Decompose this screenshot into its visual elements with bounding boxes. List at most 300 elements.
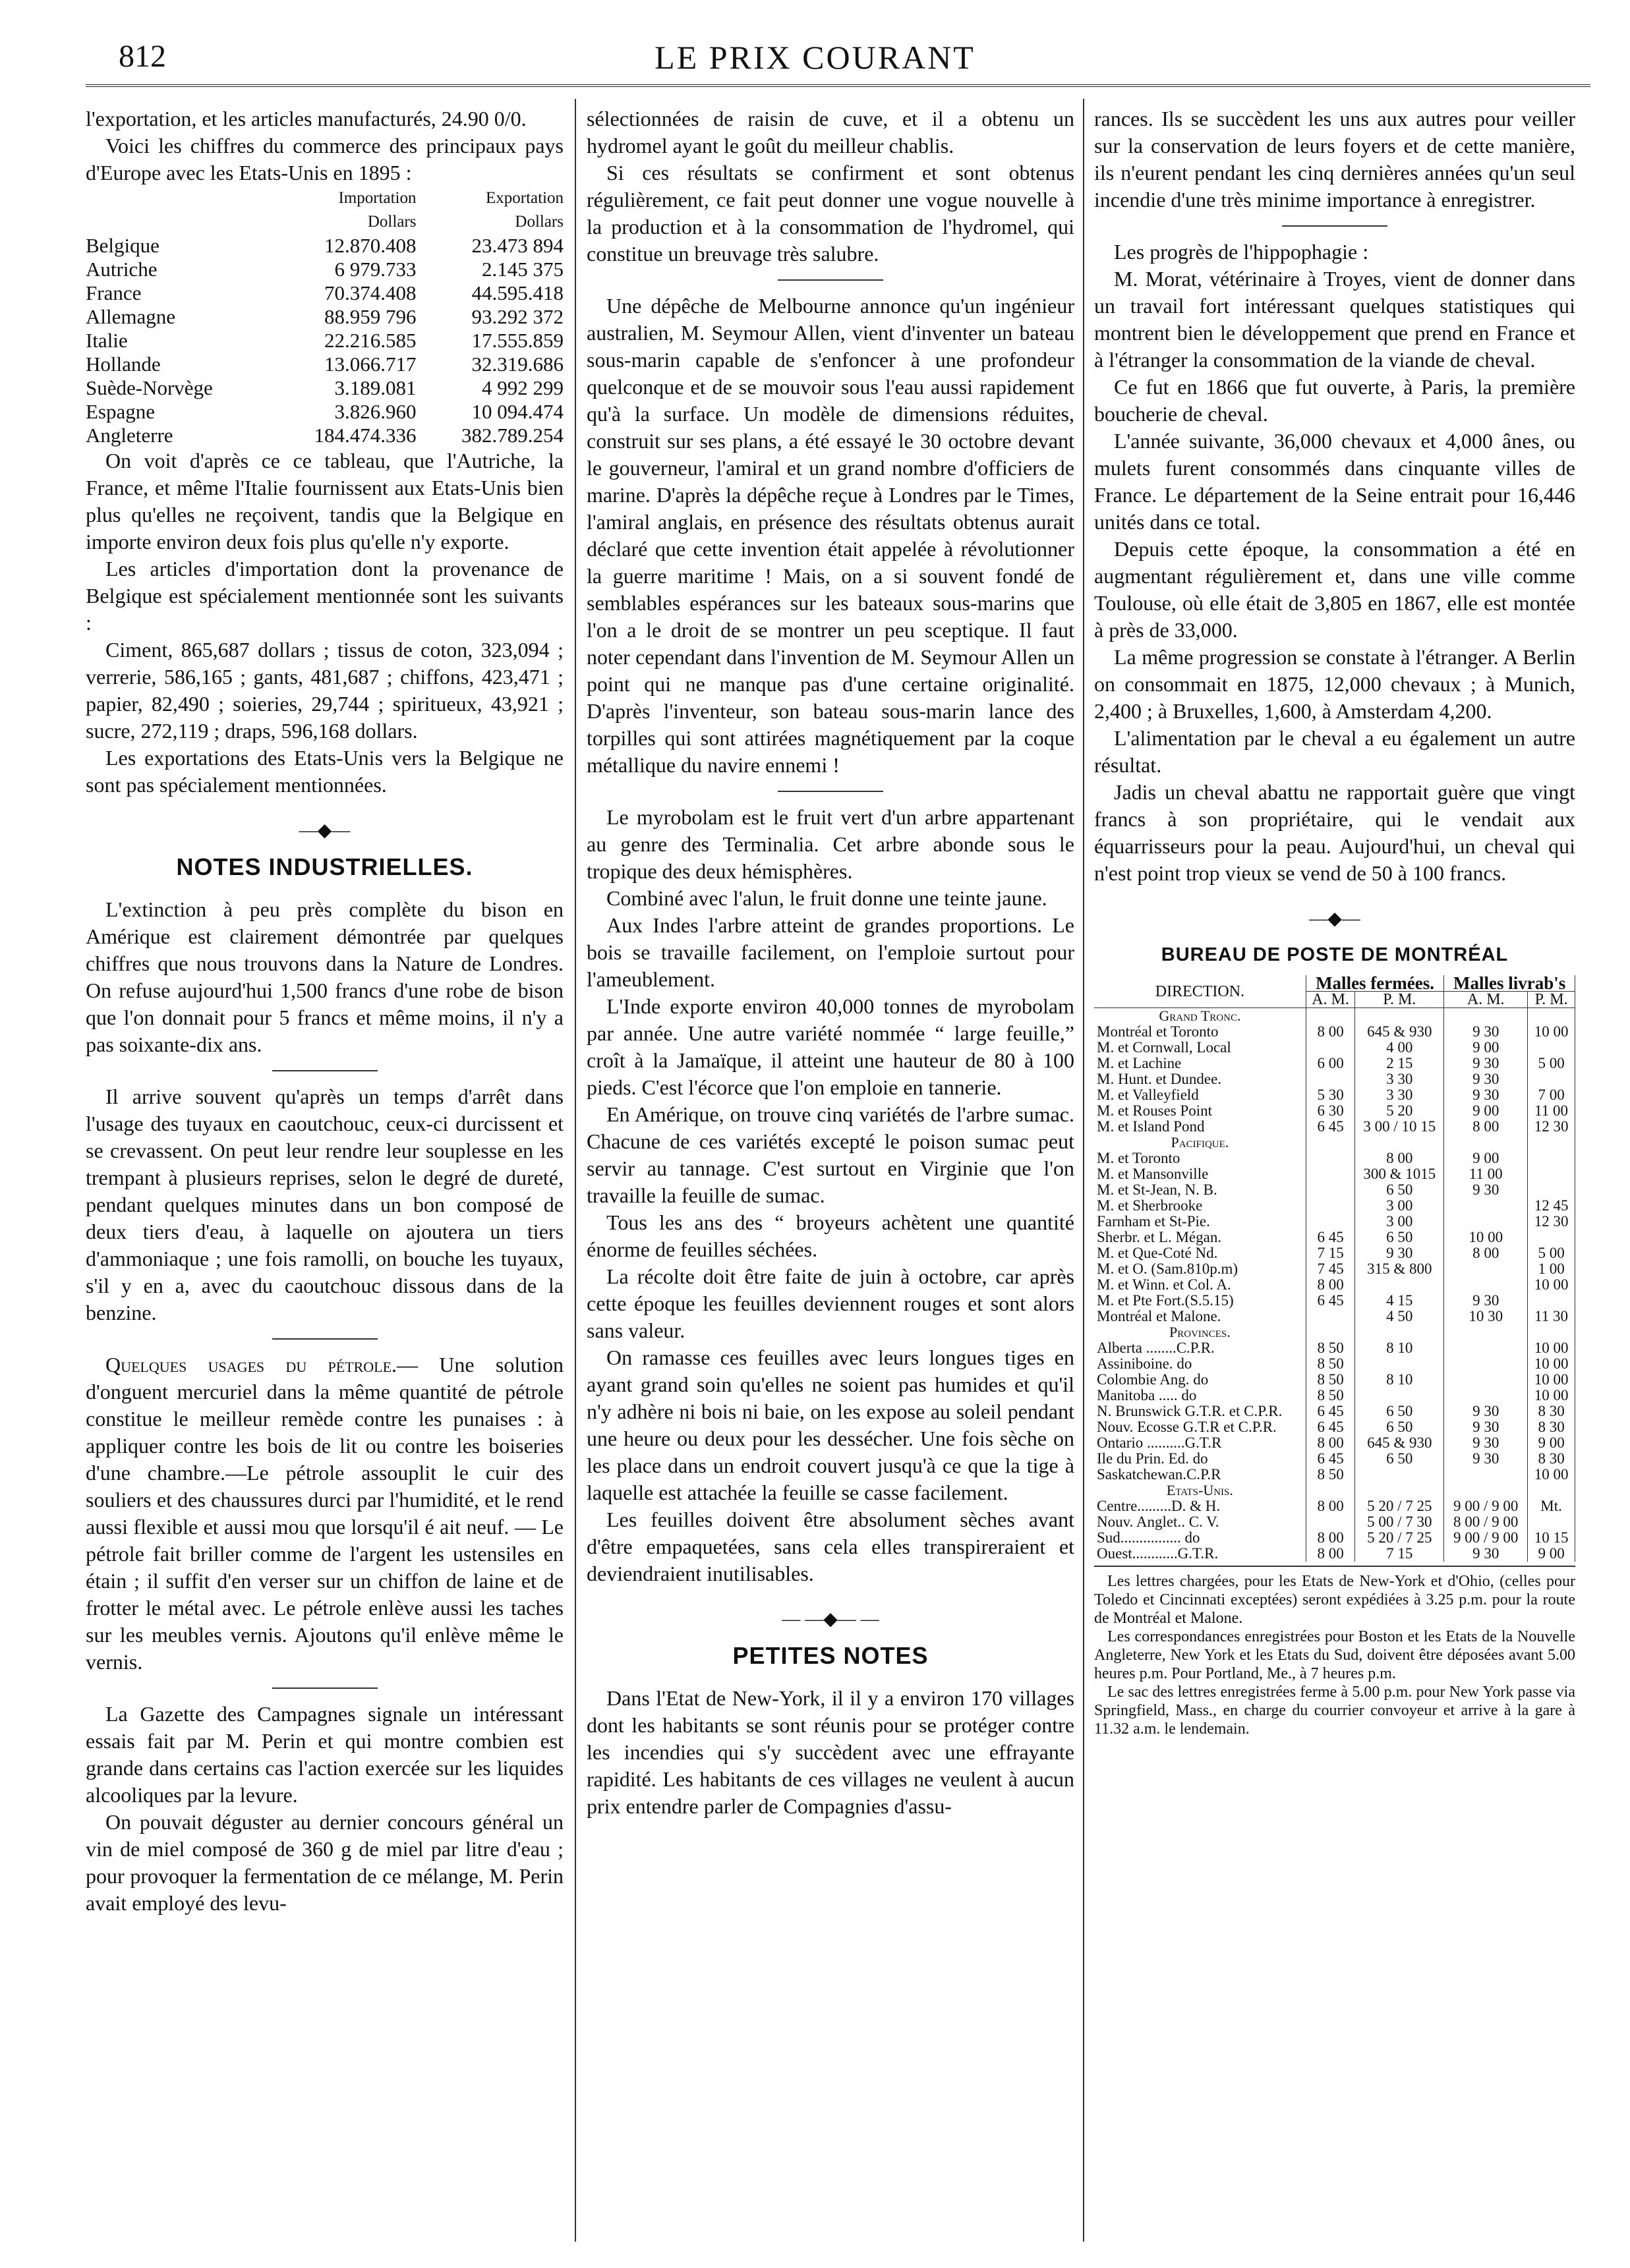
table-row — [1094, 1087, 1575, 1103]
paragraph: La récolte doit être faite de juin à octobre, car après cette époque les feuilles deviennent rouges et sont alors sans valeur. — [587, 1264, 1074, 1342]
trade-table — [86, 186, 564, 447]
closed-pm-cell: 4 00 — [1355, 1040, 1444, 1056]
closed-pm-cell: 315 & 800 — [1355, 1261, 1444, 1277]
paragraph: On pouvait déguster au dernier concours général un vin de miel composé de 360 g de miel par litre d'eau ; pour provoquer la fermentation de ce mélange, M. Perin avait employé des levu- — [86, 1810, 564, 1915]
table-row — [86, 353, 564, 376]
section-title: NOTES INDUSTRIELLES. — [176, 853, 473, 880]
empty-cell — [1306, 1324, 1355, 1340]
ornament-divider: — —◆— — — [782, 1609, 879, 1630]
delivered-pm-cell: 5 00 — [1528, 1245, 1575, 1261]
route-cell: M. et Cornwall, Local — [1094, 1040, 1306, 1056]
closed-pm-cell: 7 15 — [1355, 1546, 1444, 1562]
column-1 — [86, 105, 564, 1917]
closed-am-cell: 8 00 — [1306, 1435, 1355, 1451]
delivered-am-cell — [1444, 1214, 1528, 1230]
route-cell: M. et Sherbrooke — [1094, 1198, 1306, 1214]
page-header — [0, 0, 1630, 92]
column-divider — [575, 99, 576, 2242]
closed-pm-cell: 300 & 1015 — [1355, 1166, 1444, 1182]
delivered-am-cell: 9 30 — [1444, 1293, 1528, 1309]
delivered-pm-cell: 8 30 — [1528, 1403, 1575, 1419]
table-row — [1094, 1403, 1575, 1419]
import-cell: 88.959 796 — [324, 305, 417, 328]
delivered-am-cell: 9 30 — [1444, 1087, 1528, 1103]
paragraph: L'Inde exporte environ 40,000 tonnes de myrobolam par année. Une autre variété nommée “ large feuille,” croît à la Jamaïque, il atteint une hauteur de 80 à 100 pieds. C'est l'écorce que l'on emploie en tannerie. — [587, 994, 1074, 1099]
delivered-pm-cell: 8 30 — [1528, 1419, 1575, 1435]
closed-am-cell: 8 50 — [1306, 1372, 1355, 1388]
closed-am-cell: 6 45 — [1306, 1451, 1355, 1467]
paragraph: l'exportation, et les articles manufacturés, 24.90 0/0. — [86, 107, 527, 130]
table-row — [1094, 1230, 1575, 1245]
delivered-am-cell — [1444, 1467, 1528, 1483]
paragraph: On voit d'après ce ce tableau, que l'Autriche, la France, et même l'Italie fournissent aux Etats-Unis bien plus qu'elles ne reçoivent, tandis que la Belgique en importe environ deux fois plus qu'elle n'y exporte. — [86, 449, 564, 553]
delivered-am-cell: 9 30 — [1444, 1403, 1528, 1419]
route-cell: M. et Pte Fort.(S.5.15) — [1094, 1293, 1306, 1309]
delivered-am-cell: 9 30 — [1444, 1451, 1528, 1467]
table-row — [1094, 1119, 1575, 1135]
delivered-mail-header: Malles livrab's — [1444, 975, 1575, 992]
pm-header: P. M. — [1528, 992, 1575, 1008]
delivered-am-cell: 9 00 / 9 00 — [1444, 1498, 1528, 1514]
route-cell: Montréal et Malone. — [1094, 1309, 1306, 1324]
country-cell: Italie — [86, 329, 128, 352]
closed-am-cell: 7 15 — [1306, 1245, 1355, 1261]
table-row — [86, 329, 564, 353]
route-cell: Ile du Prin. Ed. do — [1094, 1451, 1306, 1467]
closed-am-cell: 8 50 — [1306, 1388, 1355, 1403]
delivered-am-cell: 9 00 — [1444, 1040, 1528, 1056]
paragraph: La Gazette des Campagnes signale un intéressant essais fait par M. Perin et qui montre combien est grande dans certains cas l'action exercée sur les liquides alcooliques par la levure. — [86, 1702, 564, 1807]
route-cell: N. Brunswick G.T.R. et C.P.R. — [1094, 1403, 1306, 1419]
closed-am-cell: 7 45 — [1306, 1261, 1355, 1277]
separator — [272, 1070, 378, 1071]
paragraph: Les feuilles doivent être absolument sèches avant d'être empaquetées, sans cela elles transpireraient et deviendraient inutilisables. — [587, 1508, 1074, 1585]
table-row — [1094, 1309, 1575, 1324]
import-cell: 3.826.960 — [334, 400, 417, 423]
route-cell: Sherbr. et L. Mégan. — [1094, 1230, 1306, 1245]
route-cell: Colombie Ang. do — [1094, 1372, 1306, 1388]
paragraph: L'année suivante, 36,000 chevaux et 4,000 ânes, ou mulets furent consommés dans cinquante villes de France. Le département de la Seine entrait pour 16,446 unités dans ce total. — [1094, 429, 1575, 534]
export-cell: 44.595.418 — [471, 281, 564, 304]
delivered-am-cell: 9 00 — [1444, 1150, 1528, 1166]
delivered-pm-cell: 10 00 — [1528, 1024, 1575, 1040]
delivered-pm-cell: 1 00 — [1528, 1261, 1575, 1277]
delivered-pm-cell: 10 00 — [1528, 1467, 1575, 1483]
paragraph: L'extinction à peu près complète du bison en Amérique est clairement démontrée par quelques chiffres que nous trouvons dans la Nature de Londres. On refuse aujourd'hui 1,500 francs d'une robe de bison que l'on donnait pour 5 francs et même moins, il n'y a pas soixante-dix ans. — [86, 897, 564, 1056]
closed-am-cell: 6 45 — [1306, 1230, 1355, 1245]
post-office-title: BUREAU DE POSTE DE MONTRÉAL — [1161, 944, 1509, 965]
delivered-pm-cell: 10 00 — [1528, 1277, 1575, 1293]
column-3 — [1094, 105, 1575, 1738]
route-cell: M. et O. (Sam.810p.m) — [1094, 1261, 1306, 1277]
table-row — [86, 234, 564, 258]
closed-pm-cell: 6 50 — [1355, 1182, 1444, 1198]
country-cell: Suède-Norvège — [86, 376, 213, 399]
closed-am-cell: 8 00 — [1306, 1530, 1355, 1546]
closed-pm-cell: 5 20 / 7 25 — [1355, 1498, 1444, 1514]
closed-pm-cell: 8 10 — [1355, 1340, 1444, 1356]
empty-cell — [1355, 1483, 1444, 1498]
paragraph: Les articles d'importation dont la provenance de Belgique est spécialement mentionnée sont les suivants : — [86, 557, 564, 635]
table-row — [86, 258, 564, 281]
route-cell: M. et Lachine — [1094, 1056, 1306, 1071]
closed-pm-cell — [1355, 1356, 1444, 1372]
separator — [778, 791, 883, 792]
run-in-heading: Quelques usages du pétrole. — [105, 1353, 397, 1376]
table-unit: Dollars — [367, 213, 417, 231]
closed-am-cell: 8 00 — [1306, 1024, 1355, 1040]
table-row — [1094, 1214, 1575, 1230]
table-group-row — [1094, 1135, 1575, 1150]
country-cell: Belgique — [86, 234, 160, 257]
delivered-pm-cell: 10 00 — [1528, 1356, 1575, 1372]
paragraph: Voici les chiffres du commerce des principaux pays d'Europe avec les Etats-Unis en 1895 : — [86, 134, 564, 184]
closed-pm-cell: 5 20 — [1355, 1103, 1444, 1119]
table-row — [1094, 1356, 1575, 1372]
paragraph: Combiné avec l'alun, le fruit donne une teinte jaune. — [606, 886, 1047, 910]
delivered-pm-cell: 11 30 — [1528, 1309, 1575, 1324]
table-row — [86, 376, 564, 400]
table-row — [86, 281, 564, 305]
closed-am-cell: 8 50 — [1306, 1356, 1355, 1372]
empty-cell — [1444, 1135, 1528, 1150]
delivered-pm-cell: 12 30 — [1528, 1214, 1575, 1230]
delivered-pm-cell: 10 00 — [1528, 1388, 1575, 1403]
paragraph: Tous les ans des “ broyeurs achètent une quantité énorme de feuilles séchées. — [587, 1210, 1074, 1261]
paragraph: L'alimentation par le cheval a eu également un autre résultat. — [1094, 726, 1575, 777]
closed-am-cell: 8 50 — [1306, 1467, 1355, 1483]
direction-header: DIRECTION. — [1094, 975, 1306, 1008]
table-row — [86, 424, 564, 447]
closed-pm-cell: 9 30 — [1355, 1245, 1444, 1261]
route-cell: Ontario ..........G.T.R — [1094, 1435, 1306, 1451]
table-header: Importation — [338, 189, 417, 207]
empty-cell — [1444, 1483, 1528, 1498]
paragraph: Les progrès de l'hippophagie : — [1114, 240, 1369, 264]
paragraph — [86, 1351, 564, 1676]
closed-am-cell: 5 30 — [1306, 1087, 1355, 1103]
delivered-pm-cell: 5 00 — [1528, 1056, 1575, 1071]
closed-pm-cell: 6 50 — [1355, 1419, 1444, 1435]
closed-pm-cell: 645 & 930 — [1355, 1024, 1444, 1040]
delivered-pm-cell: 9 00 — [1528, 1435, 1575, 1451]
country-cell: France — [86, 281, 142, 304]
section-title: PETITES NOTES — [732, 1642, 929, 1669]
ornament-divider: —◆— — [1309, 909, 1360, 929]
delivered-am-cell: 8 00 — [1444, 1245, 1528, 1261]
paragraph: Jadis un cheval abattu ne rapportait guère que vingt francs à son propriétaire, qui le vendait aux équarrisseurs pour la peau. Aujourd'hui, un cheval qui n'est point trop vieux se vend de 50 à 100 francs. — [1094, 780, 1575, 885]
import-cell: 3.189.081 — [334, 376, 417, 399]
export-cell: 17.555.859 — [471, 329, 564, 352]
paragraph: Ciment, 865,687 dollars ; tissus de coton, 323,094 ; verrerie, 586,165 ; gants, 481,687 ; chiffons, 423,471 ; papier, 82,490 ; soieries, 29,744 ; spiritueux, 43,921 ; sucre, 272,119 ; draps, 596,168 dollars. — [86, 638, 564, 743]
delivered-pm-cell — [1528, 1040, 1575, 1056]
empty-cell — [1528, 1135, 1575, 1150]
table-group-row — [1094, 1324, 1575, 1340]
delivered-am-cell — [1444, 1340, 1528, 1356]
route-cell: M. et Que-Coté Nd. — [1094, 1245, 1306, 1261]
closed-pm-cell: 5 00 / 7 30 — [1355, 1514, 1444, 1530]
closed-pm-cell: 3 30 — [1355, 1071, 1444, 1087]
closed-pm-cell: 6 50 — [1355, 1451, 1444, 1467]
table-row — [1094, 1419, 1575, 1435]
paragraph: Le myrobolam est le fruit vert d'un arbre appartenant au genre des Terminalia. Cet arbre abonde sous le tropique des deux hémisphères. — [587, 805, 1074, 883]
table-row — [1094, 1150, 1575, 1166]
closed-am-cell — [1306, 1182, 1355, 1198]
table-group-row — [1094, 1008, 1575, 1025]
export-cell: 10 094.474 — [471, 400, 564, 423]
closed-pm-cell: 8 10 — [1355, 1372, 1444, 1388]
group-label: Grand Tronc. — [1094, 1008, 1306, 1025]
closed-am-cell: 6 45 — [1306, 1293, 1355, 1309]
delivered-pm-cell — [1528, 1071, 1575, 1087]
paragraph: Aux Indes l'arbre atteint de grandes proportions. Le bois se travaille facilement, on l'emploie surtout pour l'ameublement. — [587, 913, 1074, 991]
empty-cell — [1355, 1008, 1444, 1025]
am-header: A. M. — [1306, 992, 1355, 1008]
country-cell: Hollande — [86, 353, 161, 376]
route-cell: M. et Valleyfield — [1094, 1087, 1306, 1103]
route-cell: Montréal et Toronto — [1094, 1024, 1306, 1040]
closed-am-cell: 6 00 — [1306, 1056, 1355, 1071]
route-cell: M. et Winn. et Col. A. — [1094, 1277, 1306, 1293]
route-cell: Sud................ do — [1094, 1530, 1306, 1546]
import-cell: 184.474.336 — [314, 424, 417, 447]
table-row — [1094, 1040, 1575, 1056]
country-cell: Espagne — [86, 400, 156, 423]
delivered-am-cell — [1444, 1372, 1528, 1388]
table-row — [1094, 1388, 1575, 1403]
table-group-row — [1094, 1483, 1575, 1498]
route-cell: Nouv. Anglet.. C. V. — [1094, 1514, 1306, 1530]
import-cell: 70.374.408 — [324, 281, 417, 304]
closed-pm-cell: 2 15 — [1355, 1056, 1444, 1071]
paragraph: Depuis cette époque, la consommation a été en augmentant régulièrement et, dans une ville comme Toulouse, où elle était de 3,805 en 1867, elle est montée à près de 33,000. — [1094, 537, 1575, 642]
paragraph: Dans l'Etat de New-York, il il y a environ 170 villages dont les habitants se sont réunis pour se protéger contre les incendies qui s'y succèdent avec une effrayante rapidité. Les habitants de ces villages ne veulent à aucun prix entendre parler de Compagnies d'assu- — [587, 1686, 1074, 1818]
delivered-pm-cell: 10 15 — [1528, 1530, 1575, 1546]
empty-cell — [1444, 1324, 1528, 1340]
closed-am-cell: 6 45 — [1306, 1119, 1355, 1135]
paragraph: rances. Ils se succèdent les uns aux autres pour veiller sur la conservation de leurs foyers et de cette manière, ils n'eurent pendant les cinq dernières années qu'un seul incendie d'une très minime importance à enregistrer. — [1094, 107, 1575, 212]
paragraph: Il arrive souvent qu'après un temps d'arrêt dans l'usage des tuyaux en caoutchouc, ceux-ci durcissent et se crevassent. On peut leur rendre leur souplesse en les trempant à plusieurs reprises, selon le degré de dureté, pendant quelques minutes dans un bon composé de deux tiers d'eau, à laquelle on ajoutera un tiers d'ammoniaque ; une fois ramolli, on bouche les tuyaux, s'il y en a, avec du caoutchouc dissous dans de la benzine. — [86, 1085, 564, 1324]
closed-am-cell: 8 50 — [1306, 1340, 1355, 1356]
table-row — [1094, 1103, 1575, 1119]
table-row — [1094, 1514, 1575, 1530]
closed-pm-cell: 645 & 930 — [1355, 1435, 1444, 1451]
export-cell: 382.789.254 — [461, 424, 564, 447]
note: Les correspondances enregistrées pour Boston et les Etats de la Nouvelle Angleterre, New York et les Etats du Sud, doivent être déposées avant 5.00 heures p.m. Pour Portland, Me., à 7 heures p.m. — [1094, 1628, 1575, 1682]
delivered-pm-cell: 10 00 — [1528, 1340, 1575, 1356]
route-cell: Alberta ........C.P.R. — [1094, 1340, 1306, 1356]
closed-pm-cell: 5 20 / 7 25 — [1355, 1530, 1444, 1546]
delivered-am-cell — [1444, 1261, 1528, 1277]
delivered-am-cell — [1444, 1277, 1528, 1293]
column-divider — [1083, 99, 1084, 2242]
closed-am-cell — [1306, 1514, 1355, 1530]
note: Les lettres chargées, pour les Etats de New-York et d'Ohio, (celles pour Toledo et Cincinnati exceptées) seront expédiées à 3.25 p.m. pour la route de Montréal et Malone. — [1094, 1573, 1575, 1627]
delivered-pm-cell: 11 00 — [1528, 1103, 1575, 1119]
header-rule — [86, 84, 1590, 87]
import-cell: 12.870.408 — [324, 234, 417, 257]
column-2 — [587, 105, 1074, 1820]
ornament-divider: —◆— — [299, 820, 351, 841]
import-cell: 6 979.733 — [334, 258, 417, 281]
export-cell: 23.473 894 — [471, 234, 564, 257]
closed-pm-cell: 4 50 — [1355, 1309, 1444, 1324]
route-cell: Manitoba ..... do — [1094, 1388, 1306, 1403]
delivered-pm-cell: 12 30 — [1528, 1119, 1575, 1135]
export-cell: 4 992 299 — [482, 376, 564, 399]
post-notes — [1094, 1566, 1575, 1738]
route-cell: Farnham et St-Pie. — [1094, 1214, 1306, 1230]
separator — [1282, 225, 1387, 227]
closed-am-cell — [1306, 1150, 1355, 1166]
empty-cell — [1355, 1135, 1444, 1150]
delivered-pm-cell — [1528, 1150, 1575, 1166]
table-row — [1094, 1451, 1575, 1467]
note: Le sac des lettres enregistrées ferme à 5.00 p.m. pour New York passe via Springfield, Mass., en charge du courrier convoyeur et arrive à la gare à 11.32 a.m. le lendemain. — [1094, 1684, 1575, 1738]
table-row — [1094, 1293, 1575, 1309]
closed-pm-cell: 3 30 — [1355, 1087, 1444, 1103]
closed-am-cell: 8 00 — [1306, 1498, 1355, 1514]
route-cell: M. et Mansonville — [1094, 1166, 1306, 1182]
table-row — [86, 305, 564, 329]
empty-cell — [1306, 1135, 1355, 1150]
route-cell: Assiniboine. do — [1094, 1356, 1306, 1372]
delivered-am-cell: 9 30 — [1444, 1182, 1528, 1198]
table-row — [1094, 1182, 1575, 1198]
empty-cell — [1306, 1008, 1355, 1025]
table-row — [1094, 1435, 1575, 1451]
group-label: Pacifique. — [1094, 1135, 1306, 1150]
group-label: Provinces. — [1094, 1324, 1306, 1340]
delivered-am-cell: 9 00 — [1444, 1103, 1528, 1119]
am-header: A. M. — [1444, 992, 1528, 1008]
paragraph: M. Morat, vétérinaire à Troyes, vient de donner dans un travail fort intéressant quelques statistiques qui montrent bien le développement que prend en France et à l'étranger la consommation de la viande de cheval. — [1094, 267, 1575, 372]
closed-am-cell: 8 00 — [1306, 1546, 1355, 1562]
group-label: Etats-Unis. — [1094, 1483, 1306, 1498]
closed-pm-cell: 3 00 — [1355, 1198, 1444, 1214]
closed-pm-cell — [1355, 1388, 1444, 1403]
closed-pm-cell: 4 15 — [1355, 1293, 1444, 1309]
delivered-pm-cell: 12 45 — [1528, 1198, 1575, 1214]
route-cell: Centre.........D. & H. — [1094, 1498, 1306, 1514]
closed-am-cell: 6 30 — [1306, 1103, 1355, 1119]
paragraph: Ce fut en 1866 que fut ouverte, à Paris, la première boucherie de cheval. — [1094, 375, 1575, 426]
closed-am-cell: 6 45 — [1306, 1419, 1355, 1435]
delivered-am-cell: 8 00 — [1444, 1119, 1528, 1135]
closed-pm-cell: 6 50 — [1355, 1403, 1444, 1419]
closed-am-cell — [1306, 1198, 1355, 1214]
closed-pm-cell: 3 00 / 10 15 — [1355, 1119, 1444, 1135]
route-cell: M. Hunt. et Dundee. — [1094, 1071, 1306, 1087]
paragraph: Si ces résultats se confirment et sont obtenus régulièrement, ce fait peut donner une vogue nouvelle à la production et à la consommation de l'hydromel, qui constitue un breuvage très salubre. — [587, 161, 1074, 266]
post-office-table — [1094, 975, 1575, 1562]
route-cell: M. et St-Jean, N. B. — [1094, 1182, 1306, 1198]
export-cell: 32.319.686 — [471, 353, 564, 376]
empty-cell — [1528, 1324, 1575, 1340]
delivered-pm-cell — [1528, 1182, 1575, 1198]
delivered-am-cell: 9 30 — [1444, 1024, 1528, 1040]
delivered-am-cell — [1444, 1198, 1528, 1214]
closed-pm-cell: 8 00 — [1355, 1150, 1444, 1166]
route-cell: Nouv. Ecosse G.T.R et C.P.R. — [1094, 1419, 1306, 1435]
closed-am-cell — [1306, 1309, 1355, 1324]
delivered-pm-cell — [1528, 1230, 1575, 1245]
closed-pm-cell — [1355, 1467, 1444, 1483]
delivered-am-cell — [1444, 1356, 1528, 1372]
delivered-am-cell: 9 00 / 9 00 — [1444, 1530, 1528, 1546]
delivered-pm-cell: 7 00 — [1528, 1087, 1575, 1103]
closed-am-cell — [1306, 1166, 1355, 1182]
route-cell: M. et Island Pond — [1094, 1119, 1306, 1135]
delivered-pm-cell — [1528, 1293, 1575, 1309]
table-row — [1094, 1340, 1575, 1356]
closed-am-cell: 8 00 — [1306, 1277, 1355, 1293]
import-cell: 13.066.717 — [324, 353, 417, 376]
table-row — [1094, 1245, 1575, 1261]
delivered-pm-cell — [1528, 1514, 1575, 1530]
delivered-pm-cell: 10 00 — [1528, 1372, 1575, 1388]
table-unit: Dollars — [515, 213, 564, 231]
paragraph: En Amérique, on trouve cinq variétés de l'arbre sumac. Chacune de ces variétés excepté le poison sumac peut servir au tannage. C'est surtout en Virginie que l'on travaille la feuille de sumac. — [587, 1102, 1074, 1207]
delivered-pm-cell: Mt. — [1528, 1498, 1575, 1514]
page-title: LE PRIX COURANT — [655, 39, 975, 76]
table-row — [1094, 1498, 1575, 1514]
closed-pm-cell: 6 50 — [1355, 1230, 1444, 1245]
delivered-am-cell: 9 30 — [1444, 1071, 1528, 1087]
closed-pm-cell: 3 00 — [1355, 1214, 1444, 1230]
table-row — [1094, 1467, 1575, 1483]
delivered-am-cell: 8 00 / 9 00 — [1444, 1514, 1528, 1530]
country-cell: Allemagne — [86, 305, 176, 328]
delivered-am-cell: 9 30 — [1444, 1546, 1528, 1562]
table-row — [1094, 1056, 1575, 1071]
table-row — [1094, 1024, 1575, 1040]
closed-am-cell: 6 45 — [1306, 1403, 1355, 1419]
empty-cell — [1355, 1324, 1444, 1340]
delivered-am-cell: 9 30 — [1444, 1056, 1528, 1071]
paragraph-text: — Une solution d'onguent mercuriel dans la même quantité de pétrole constitue le meilleur remède contre les punaises : à appliquer contre les bois de lit ou contre les boiseries d'une chambre.—Le pétrole assouplit le cuir des souliers et des chaussures durci par l'humidité, et le rend aussi flexible et aussi mou que lorsqu'il é ait neuf. — Le pétrole fait briller comme de l'argent les ustensiles en étain ; il suffit d'en verser sur un chiffon de laine et de frotter le métal avec. Le pétrole enlève aussi les taches sur les meubles vernis. Ajoutons qu'il enlève même le vernis. — [86, 1353, 564, 1674]
delivered-am-cell: 9 30 — [1444, 1419, 1528, 1435]
table-header: Exportation — [485, 189, 564, 207]
table-row — [1094, 1261, 1575, 1277]
paragraph: Une dépêche de Melbourne annonce qu'un ingénieur australien, M. Seymour Allen, vient d'inventer un bateau sous-marin capable de s'enfoncer à une profondeur quelconque et de se mouvoir sous l'eau aussi rapidement qu'à la surface. Un modèle de dimensions réduites, construit sur ses plans, a été essayé le 30 octobre devant le gouverneur, l'amiral et un grand nombre d'officiers de marine. D'après la dépêche reçue à Londres par le Times, l'amiral anglais, en présence des résultats obtenus aurait déclaré que cette invention était appelée à révolutionner la guerre maritime ! Mais, on a si souvent fondé de semblables espérances sur les bateaux sous-marins que l'on a le droit de se montrer un peu sceptique. Il faut noter cependant dans l'invention de M. Seymour Allen un point qui ne manque pas d'une certaine originalité. D'après l'inventeur, son bateau sous-marin lance des torpilles qui sont attirées magnétiquement par la coque métallique du navire ennemi ! — [587, 294, 1074, 777]
delivered-am-cell: 9 30 — [1444, 1435, 1528, 1451]
separator — [272, 1338, 378, 1340]
table-row — [1094, 1277, 1575, 1293]
table-row — [1094, 1530, 1575, 1546]
paragraph: La même progression se constate à l'étranger. A Berlin on consommait en 1875, 12,000 chevaux ; à Munich, 2,400 ; à Bruxelles, 1,600, à Amsterdam 4,200. — [1094, 645, 1575, 723]
delivered-am-cell: 11 00 — [1444, 1166, 1528, 1182]
paragraph: On ramasse ces feuilles avec leurs longues tiges en ayant grand soin qu'elles ne soient pas humides et qu'il n'y adhère ni bois ni baie, on les expose au soleil pendant une heure ou deux pour les dessécher. Une fois sèche on les place dans un endroit couvert jusqu'à ce que la tige à laquelle est attachée la feuille se casse facilement. — [587, 1346, 1074, 1504]
country-cell: Angleterre — [86, 424, 173, 447]
pm-header: P. M. — [1355, 992, 1444, 1008]
table-row — [86, 400, 564, 424]
empty-cell — [1528, 1483, 1575, 1498]
paragraph: sélectionnées de raisin de cuve, et il a obtenu un hydromel ayant le goût du meilleur chablis. — [587, 107, 1074, 157]
country-cell: Autriche — [86, 258, 158, 281]
delivered-pm-cell: 8 30 — [1528, 1451, 1575, 1467]
table-row — [1094, 1071, 1575, 1087]
route-cell: Ouest............G.T.R. — [1094, 1546, 1306, 1562]
route-cell: M. et Rouses Point — [1094, 1103, 1306, 1119]
paragraph: Les exportations des Etats-Unis vers la Belgique ne sont pas spécialement mentionnées. — [86, 746, 564, 797]
delivered-pm-cell — [1528, 1166, 1575, 1182]
delivered-am-cell: 10 30 — [1444, 1309, 1528, 1324]
delivered-am-cell: 10 00 — [1444, 1230, 1528, 1245]
closed-am-cell — [1306, 1214, 1355, 1230]
empty-cell — [1528, 1008, 1575, 1025]
route-cell: M. et Toronto — [1094, 1150, 1306, 1166]
